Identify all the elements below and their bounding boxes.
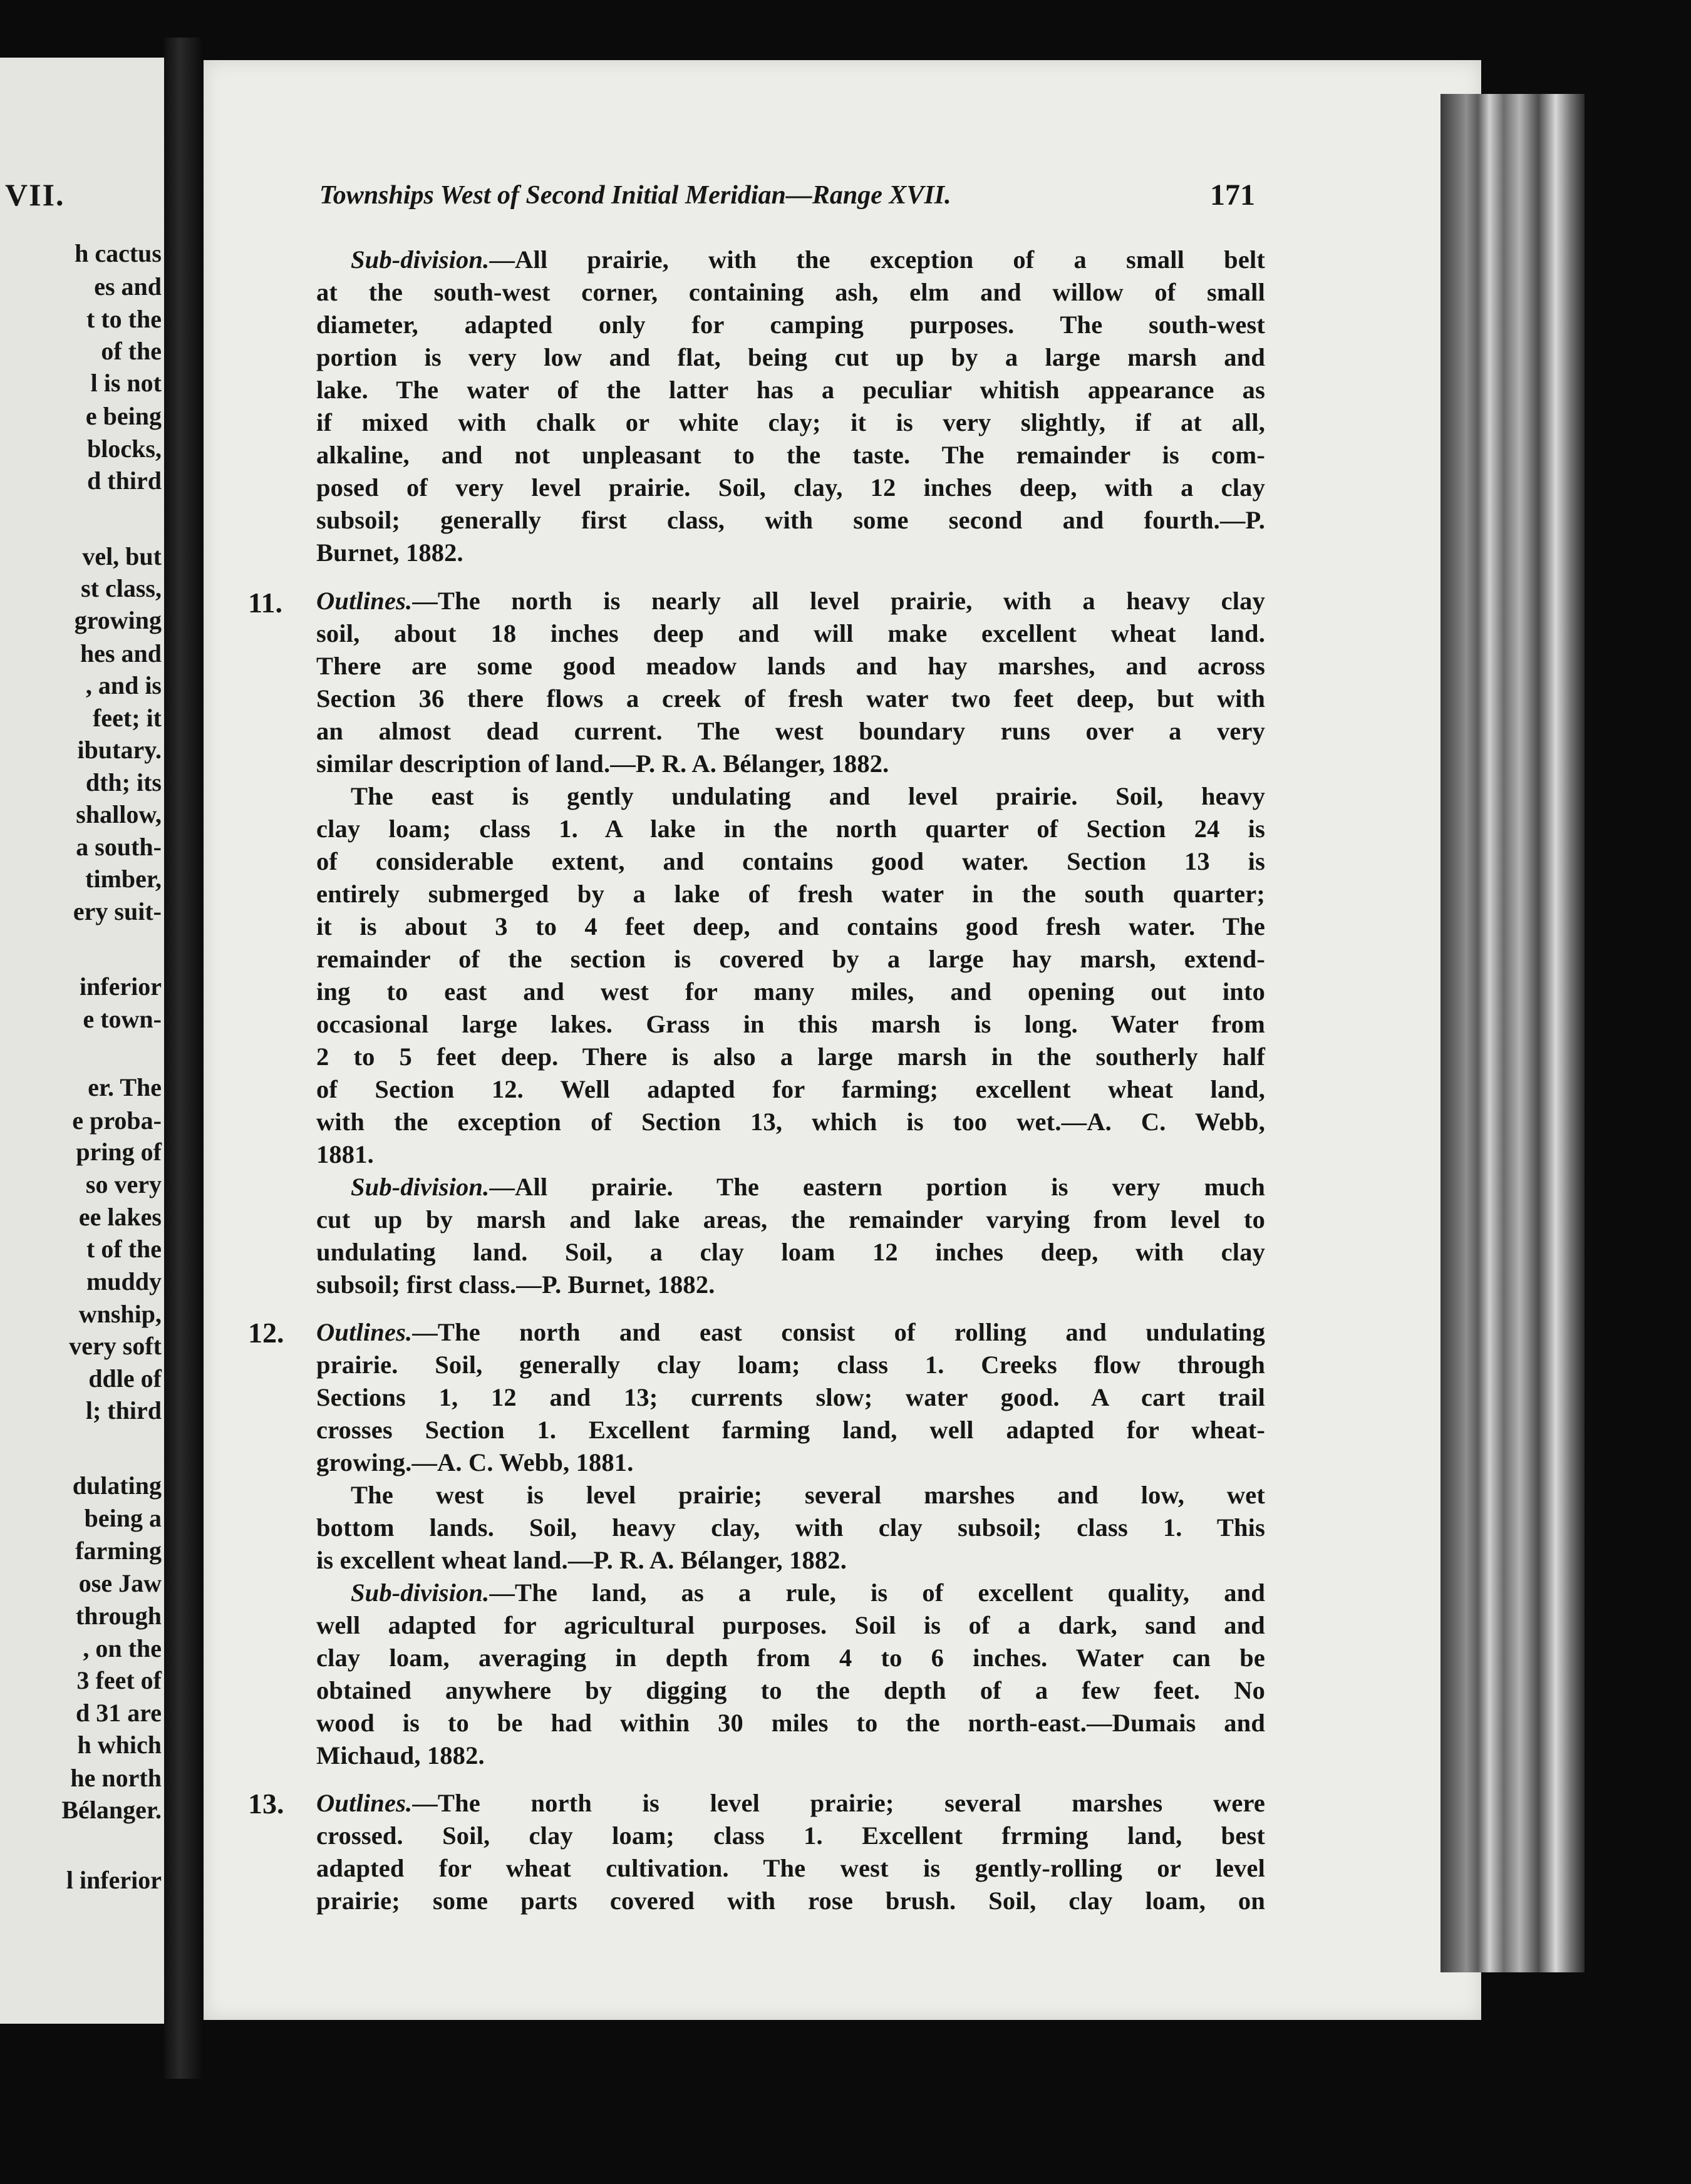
text-line: Sections 1, 12 and 13; currents slow; water good. A cart trail [316, 1383, 1265, 1411]
facing-page-line: pring of [76, 1138, 162, 1166]
facing-page-line: dth; its [85, 768, 162, 796]
facing-page-line: ose Jaw [78, 1569, 162, 1597]
text-line: occasional large lakes. Grass in this marsh is long. Water from [316, 1010, 1265, 1038]
facing-page-line: growing [74, 606, 162, 634]
facing-page-line: l is not [90, 369, 162, 397]
facing-page-line: d third [87, 466, 162, 495]
text-line: remainder of the section is covered by a large hay marsh, extend- [316, 945, 1265, 973]
text-line: crossed. Soil, clay loam; class 1. Excellent frrming land, best [316, 1821, 1265, 1850]
facing-page-line: t to the [86, 305, 162, 333]
text-line: at the south-west corner, containing ash, elm and willow of small [316, 278, 1265, 306]
facing-page-line: h which [77, 1731, 162, 1759]
text-line: wood is to be had within 30 miles to the north-east.—Dumais and [316, 1709, 1265, 1737]
text-line: posed of very level prairie. Soil, clay, 12 inches deep, with a clay [316, 473, 1265, 502]
facing-page-line: 3 feet of [76, 1666, 162, 1694]
facing-page-line: e town- [83, 1005, 162, 1033]
facing-page-line: , and is [85, 671, 162, 699]
facing-page-line: st class, [81, 574, 162, 602]
facing-page-heading: VII. [5, 177, 65, 212]
facing-page-line: timber, [85, 865, 162, 893]
facing-page-line: h cactus [75, 239, 162, 267]
text-line: Sub-division.—All prairie, with the exception of a small belt [351, 245, 1265, 274]
facing-page-line: vel, but [82, 542, 162, 570]
facing-page-line: ery suit- [73, 897, 162, 925]
facing-page-line: ddle of [88, 1364, 162, 1393]
facing-page-line: muddy [86, 1267, 162, 1295]
facing-page-fragment [0, 58, 164, 2024]
facing-page-line: hes and [80, 639, 162, 667]
running-header: Townships West of Second Initial Meridian—Range XVII. [319, 181, 951, 210]
facing-page-line: a south- [76, 833, 162, 861]
facing-page-line: Bélanger. [61, 1796, 162, 1824]
text-line: Outlines.—The north is nearly all level prairie, with a heavy clay [316, 587, 1265, 615]
facing-page-line: of the [101, 337, 162, 365]
text-line: Michaud, 1882. [316, 1741, 485, 1769]
text-line: There are some good meadow lands and hay marshes, and across [316, 652, 1265, 680]
facing-page-line: dulating [72, 1471, 162, 1500]
text-line: Outlines.—The north and east consist of rolling and undulating [316, 1318, 1265, 1346]
text-line: The east is gently undulating and level prairie. Soil, heavy [351, 782, 1265, 810]
text-line: subsoil; first class.—P. Burnet, 1882. [316, 1270, 715, 1299]
facing-page-line: being a [84, 1504, 162, 1532]
text-line: prairie; some parts covered with rose brush. Soil, clay loam, on [316, 1887, 1265, 1915]
text-line: Sub-division.—The land, as a rule, is of excellent quality, and [351, 1579, 1265, 1607]
facing-page-line: wnship, [78, 1300, 162, 1328]
facing-page-line: d 31 are [75, 1699, 162, 1727]
facing-page-line: e proba- [72, 1106, 162, 1135]
facing-page-line: he north [70, 1764, 162, 1792]
facing-page-line: t of the [86, 1235, 162, 1263]
text-line: lake. The water of the latter has a peculiar whitish appearance as [316, 376, 1265, 404]
facing-page-line: , on the [83, 1634, 162, 1662]
text-line: alkaline, and not unpleasant to the taste. The remainder is com- [316, 441, 1265, 469]
facing-page-line: er. The [88, 1073, 162, 1101]
section-number: 12. [248, 1317, 284, 1349]
text-line: portion is very low and flat, being cut up by a large marsh and [316, 343, 1265, 371]
facing-page-line: shallow, [76, 800, 162, 828]
text-line: of Section 12. Well adapted for farming; excellent wheat land, [316, 1075, 1265, 1103]
section-number: 13. [248, 1788, 284, 1820]
facing-page-line: so very [85, 1170, 162, 1198]
facing-page-line: ibutary. [77, 736, 162, 764]
text-line: diameter, adapted only for camping purposes. The south-west [316, 311, 1265, 339]
text-line: soil, about 18 inches deep and will make excellent wheat land. [316, 619, 1265, 647]
facing-page-line: feet; it [93, 704, 162, 732]
text-line: ing to east and west for many miles, and opening out into [316, 977, 1265, 1006]
text-line: is excellent wheat land.—P. R. A. Bélanger, 1882. [316, 1546, 847, 1574]
text-line: entirely submerged by a lake of fresh water in the south quarter; [316, 880, 1265, 908]
text-line: well adapted for agricultural purposes. Soil is of a dark, sand and [316, 1611, 1265, 1639]
text-line: obtained anywhere by digging to the depth of a few feet. No [316, 1676, 1265, 1704]
text-line: The west is level prairie; several marshes and low, wet [351, 1481, 1265, 1509]
text-line: 2 to 5 feet deep. There is also a large marsh in the southerly half [316, 1043, 1265, 1071]
text-line: of considerable extent, and contains good water. Section 13 is [316, 847, 1265, 875]
facing-page-line: ee lakes [78, 1203, 162, 1231]
facing-page-line: inferior [79, 972, 162, 1001]
facing-page-line: l inferior [66, 1866, 162, 1894]
text-line: similar description of land.—P. R. A. Bélanger, 1882. [316, 749, 889, 778]
facing-page-line: l; third [85, 1396, 162, 1424]
text-line: clay loam, averaging in depth from 4 to 6 inches. Water can be [316, 1644, 1265, 1672]
text-line: 1881. [316, 1140, 374, 1168]
text-line: prairie. Soil, generally clay loam; class 1. Creeks flow through [316, 1351, 1265, 1379]
text-line: crosses Section 1. Excellent farming land, well adapted for wheat- [316, 1416, 1265, 1444]
page-number: 171 [1210, 178, 1255, 212]
text-line: bottom lands. Soil, heavy clay, with clay subsoil; class 1. This [316, 1513, 1265, 1542]
text-line: Outlines.—The north is level prairie; several marshes were [316, 1789, 1265, 1817]
text-line: Section 36 there flows a creek of fresh water two feet deep, but with [316, 684, 1265, 713]
book-gutter [164, 38, 204, 2079]
section-number: 11. [248, 587, 282, 619]
text-line: with the exception of Section 13, which is too wet.—A. C. Webb, [316, 1108, 1265, 1136]
text-line: subsoil; generally first class, with some second and fourth.—P. [316, 506, 1265, 534]
text-line: it is about 3 to 4 feet deep, and contains good fresh water. The [316, 912, 1265, 940]
facing-page-line: farming [75, 1537, 162, 1565]
page-edges [1440, 94, 1585, 1972]
text-line: adapted for wheat cultivation. The west is gently-rolling or level [316, 1854, 1265, 1882]
facing-page-line: blocks, [87, 435, 162, 463]
facing-page-line: very soft [69, 1332, 162, 1360]
text-line: an almost dead current. The west boundary runs over a very [316, 717, 1265, 745]
facing-page-line: through [75, 1602, 162, 1630]
text-line: Burnet, 1882. [316, 538, 463, 567]
text-line: undulating land. Soil, a clay loam 12 inches deep, with clay [316, 1238, 1265, 1266]
text-line: Sub-division.—All prairie. The eastern portion is very much [351, 1173, 1265, 1201]
text-line: growing.—A. C. Webb, 1881. [316, 1448, 634, 1476]
text-line: clay loam; class 1. A lake in the north quarter of Section 24 is [316, 815, 1265, 843]
text-line: if mixed with chalk or white clay; it is very slightly, if at all, [316, 408, 1265, 436]
facing-page-line: e being [85, 402, 162, 430]
text-line: cut up by marsh and lake areas, the remainder varying from level to [316, 1205, 1265, 1234]
facing-page-line: es and [94, 272, 162, 301]
